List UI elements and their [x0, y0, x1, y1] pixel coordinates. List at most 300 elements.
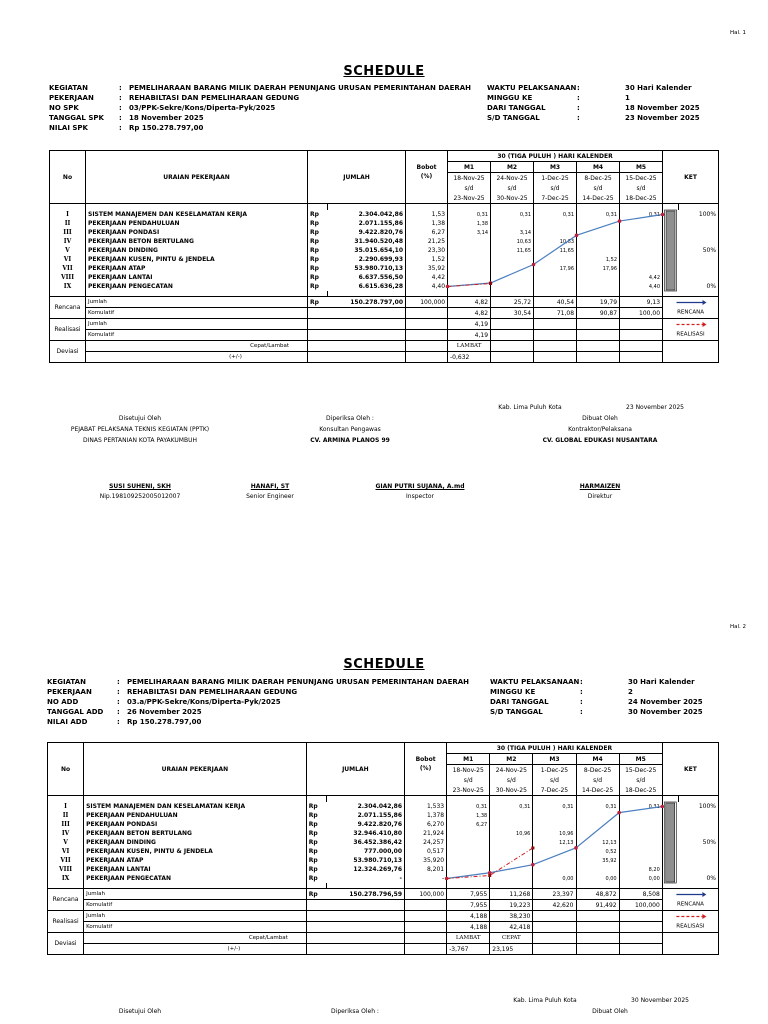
row-no: VI — [50, 255, 86, 264]
page-2 — [0, 512, 768, 1024]
realisasi-legend-label: REALISASI — [676, 331, 705, 338]
row-rp: Rp — [308, 237, 328, 246]
header-value: 1 — [625, 94, 630, 102]
ket-percent: 100% — [679, 210, 719, 219]
header-value: PEMELIHARAAN BARANG MILIK DAERAH PENUNJANG URUSAN PEMERINTAHAN DAERAH — [129, 84, 472, 92]
deviasi-status: LAMBAT — [448, 341, 491, 352]
row-name: PEKERJAAN DINDING — [86, 246, 308, 255]
period-title: 30 (TIGA PULUH ) HARI KALENDER — [448, 151, 663, 162]
header-value: 2 — [628, 688, 633, 696]
colon: : — [119, 84, 122, 92]
row-rp: Rp — [306, 811, 326, 820]
signature-text: HARMAIZEN — [579, 483, 621, 490]
week-from: 15-Dec-25 — [620, 173, 663, 184]
row-no: V — [48, 838, 84, 847]
ket-percent: 0% — [679, 282, 719, 291]
row-week-value: 11,65 — [534, 246, 577, 255]
colon: : — [580, 698, 583, 706]
row-week-value: 11,65 — [491, 246, 534, 255]
week-from: 18-Nov-25 — [448, 173, 491, 184]
row-week-value: 0,31 — [533, 802, 576, 811]
week-to: 30-Nov-25 — [490, 785, 533, 796]
page-number: Hal. 2 — [729, 624, 746, 630]
row-rp: Rp — [308, 210, 328, 219]
rencana-jumlah-value: 8,508 — [619, 889, 662, 900]
header-value: 03/PPK-Sekre/Kons/Diperta-Pyk/2025 — [129, 104, 276, 112]
realisasi-legend-arrow — [702, 914, 706, 919]
week-label: M5 — [619, 754, 662, 765]
realisasi-label: Realisasi — [50, 319, 86, 341]
rencana-jumlah-value: 19,79 — [577, 297, 620, 308]
week-sd: s/d — [534, 183, 577, 193]
page-title: SCHEDULE — [343, 64, 425, 79]
week-to: 14-Dec-25 — [577, 193, 620, 204]
row-bobot: 4,40 — [406, 282, 448, 291]
row-week-value: 0,31 — [447, 802, 490, 811]
realisasi-komulatif-value: 4,188 — [447, 922, 490, 933]
signature-text: 30 November 2025 — [631, 997, 689, 1004]
row-no: V — [50, 246, 86, 255]
row-name: PEKERJAAN BETON BERTULANG — [84, 829, 307, 838]
row-no: VIII — [50, 273, 86, 282]
row-name: PEKERJAAN PONDASI — [86, 228, 308, 237]
header-label: MINGGU KE — [490, 688, 536, 696]
week-sd: s/d — [576, 775, 619, 785]
header-value: Rp 150.278.797,00 — [129, 124, 204, 132]
rencana-legend-label: RENCANA — [676, 901, 704, 908]
signature-text: Inspector — [406, 493, 434, 500]
signature-text: Disetujui Oleh — [118, 415, 162, 422]
col-jumlah-header: JUMLAH — [306, 743, 404, 796]
week-from: 8-Dec-25 — [576, 765, 619, 776]
signature-text: Konsultan Pengawas — [319, 426, 381, 433]
rencana-point — [617, 811, 621, 815]
row-week-value: 0,00 — [619, 874, 662, 883]
row-bobot: 6,27 — [406, 228, 448, 237]
colon: : — [117, 688, 120, 696]
row-week-value: 1,38 — [447, 811, 490, 820]
row-bobot: 21,25 — [406, 237, 448, 246]
row-amount: 2.304.042,86 — [326, 802, 404, 811]
row-bobot: 21,924 — [405, 829, 447, 838]
row-rp: Rp — [308, 219, 328, 228]
week-to: 23-Nov-25 — [447, 785, 490, 796]
colon: : — [119, 124, 122, 132]
row-name: PEKERJAAN ATAP — [86, 264, 308, 273]
row-week-value: 10,96 — [490, 829, 533, 838]
deviasi-status: LAMBAT — [447, 933, 490, 944]
realisasi-legend-label: REALISASI — [676, 923, 705, 930]
colon: : — [117, 698, 120, 706]
row-name: PEKERJAAN ATAP — [84, 856, 307, 865]
row-week-value: 6,27 — [447, 820, 490, 829]
realisasi-komulatif-value: 42,418 — [490, 922, 533, 933]
total-rp: Rp — [306, 889, 326, 900]
realisasi-point — [531, 846, 534, 849]
rencana-legend-label: RENCANA — [677, 309, 704, 316]
sub-komulatif: Komulatif — [86, 308, 308, 319]
row-rp: Rp — [306, 874, 326, 883]
rencana-label: Rencana — [50, 297, 86, 319]
plus-minus-label: (+/-) — [84, 944, 307, 955]
row-week-value: 12,13 — [533, 838, 576, 847]
row-rp: Rp — [306, 820, 326, 829]
rencana-point — [618, 219, 622, 223]
deviasi-status: CEPAT — [490, 933, 533, 944]
header-label: S/D TANGGAL — [487, 114, 540, 122]
row-rp: Rp — [306, 856, 326, 865]
rencana-jumlah-value: 40,54 — [534, 297, 577, 308]
header-value: 24 November 2025 — [628, 698, 703, 706]
signature-text: 23 November 2025 — [626, 404, 684, 411]
week-label: M3 — [533, 754, 576, 765]
week-sd: s/d — [619, 775, 662, 785]
row-week-value: 10,63 — [491, 237, 534, 246]
row-bobot: 8,201 — [405, 865, 447, 874]
row-amount: 36.452.386,42 — [326, 838, 404, 847]
rencana-komulatif-value: 71,08 — [534, 308, 577, 319]
realisasi-jumlah-value: 4,19 — [448, 319, 491, 330]
row-rp: Rp — [306, 865, 326, 874]
row-week-value: 0,31 — [577, 210, 620, 219]
realisasi-jumlah-value: 4,188 — [447, 911, 490, 922]
colon: : — [119, 114, 122, 122]
sub-komulatif: Komulatif — [86, 330, 308, 341]
week-label: M4 — [577, 162, 620, 173]
row-bobot: 4,42 — [406, 273, 448, 282]
row-amount: 6.615.636,28 — [328, 282, 406, 291]
row-name: PEKERJAAN LANTAI — [86, 273, 308, 282]
signature-text: Kontraktor/Pelaksana — [568, 426, 632, 433]
signature-text: Nip.198109252005012007 — [99, 493, 181, 500]
deviasi-label: Deviasi — [48, 933, 84, 955]
rencana-komulatif-value: 30,54 — [491, 308, 534, 319]
rencana-jumlah-value: 7,955 — [447, 889, 490, 900]
signature-text: PEJABAT PELAKSANA TEKNIS KEGIATAN (PPTK) — [70, 426, 210, 433]
signature-text: Senior Engineer — [246, 493, 294, 500]
header-label: PEKERJAAN — [47, 688, 92, 696]
plus-minus-label: (+/-) — [86, 352, 308, 363]
header-label: KEGIATAN — [49, 84, 88, 92]
colon: : — [119, 94, 122, 102]
col-uraian-header: URAIAN PEKERJAAN — [86, 151, 308, 204]
signature-text: Direktur — [587, 493, 613, 500]
row-rp: Rp — [306, 802, 326, 811]
week-to: 7-Dec-25 — [533, 785, 576, 796]
week-sd: s/d — [620, 183, 663, 193]
deviasi-value: -0,632 — [448, 352, 491, 363]
rencana-jumlah-value: 25,72 — [491, 297, 534, 308]
signature-text: CV. ARMINA PLANOS 99 — [310, 437, 390, 444]
cepat-lambat-label: Cepat/Lambat — [86, 341, 308, 352]
week-from: 1-Dec-25 — [534, 173, 577, 184]
row-no: IV — [48, 829, 84, 838]
rencana-point — [660, 805, 664, 809]
row-no: II — [48, 811, 84, 820]
row-bobot: 6,270 — [405, 820, 447, 829]
week-label: M1 — [447, 754, 490, 765]
row-week-value: 0,31 — [448, 210, 491, 219]
row-amount: 32.946.410,80 — [326, 829, 404, 838]
total-rp: Rp — [308, 297, 328, 308]
header-value: 18 November 2025 — [625, 104, 700, 112]
row-amount: - — [326, 874, 404, 883]
ket-percent: 50% — [678, 838, 718, 847]
deviasi-value: 23,195 — [490, 944, 533, 955]
row-amount: 2.304.042,86 — [328, 210, 406, 219]
sub-komulatif: Komulatif — [84, 922, 307, 933]
col-bobot-header: Bobot (%) — [406, 151, 448, 204]
row-no: I — [50, 210, 86, 219]
colon: : — [577, 84, 580, 92]
header-value: REHABILTASI DAN PEMELIHARAAN GEDUNG — [129, 94, 300, 102]
colon: : — [577, 114, 580, 122]
rencana-jumlah-value: 9,13 — [620, 297, 663, 308]
header-label: TANGGAL SPK — [49, 114, 104, 122]
signature-text: CV. GLOBAL EDUKASI NUSANTARA — [542, 437, 658, 444]
ket-bar-fill — [666, 211, 675, 290]
col-ket-header: KET — [663, 151, 719, 204]
header-value: Rp 150.278.797,00 — [127, 718, 202, 726]
rencana-point — [575, 234, 579, 238]
colon: : — [119, 104, 122, 112]
row-rp: Rp — [308, 273, 328, 282]
rencana-legend-arrow — [702, 892, 706, 897]
row-bobot: 35,92 — [406, 264, 448, 273]
header-label: NO SPK — [49, 104, 79, 112]
realisasi-point — [488, 874, 491, 877]
signature-text: Kab. Lima Puluh Kota — [513, 997, 577, 1004]
row-bobot: 1,53 — [406, 210, 448, 219]
row-no: VIII — [48, 865, 84, 874]
signature-text: GIAN PUTRI SUJANA, A.md — [375, 483, 465, 490]
row-name: PEKERJAAN BETON BERTULANG — [86, 237, 308, 246]
deviasi-label: Deviasi — [50, 341, 86, 363]
realisasi-point — [489, 282, 492, 285]
rencana-komulatif-value: 100,00 — [620, 308, 663, 319]
row-amount: 53.980.710,13 — [326, 856, 404, 865]
period-title: 30 (TIGA PULUH ) HARI KALENDER — [447, 743, 663, 754]
row-rp: Rp — [306, 838, 326, 847]
week-to: 30-Nov-25 — [491, 193, 534, 204]
row-name: PEKERJAAN PENGECATAN — [86, 282, 308, 291]
row-name: PEKERJAAN PENDAHULUAN — [86, 219, 308, 228]
rencana-point — [532, 263, 536, 267]
week-to: 18-Dec-25 — [619, 785, 662, 796]
week-from: 24-Nov-25 — [491, 173, 534, 184]
row-amount: 2.290.699,93 — [328, 255, 406, 264]
col-jumlah-header: JUMLAH — [308, 151, 406, 204]
row-bobot: 1,378 — [405, 811, 447, 820]
header-label: TANGGAL ADD — [47, 708, 104, 716]
row-no: IX — [48, 874, 84, 883]
week-label: M3 — [534, 162, 577, 173]
week-sd: s/d — [491, 183, 534, 193]
header-label: S/D TANGGAL — [490, 708, 543, 716]
row-week-value: 0,00 — [533, 874, 576, 883]
week-label: M2 — [490, 754, 533, 765]
row-week-value: 0,31 — [491, 210, 534, 219]
week-label: M1 — [448, 162, 491, 173]
row-amount: 53.980.710,13 — [328, 264, 406, 273]
row-week-value: 17,96 — [534, 264, 577, 273]
colon: : — [580, 688, 583, 696]
rencana-point — [531, 863, 535, 867]
row-bobot: - — [405, 874, 447, 883]
signature-text: Diperiksa Oleh : — [326, 415, 374, 422]
row-amount: 2.071.155,86 — [326, 811, 404, 820]
row-name: PEKERJAAN PONDASI — [84, 820, 307, 829]
week-to: 7-Dec-25 — [534, 193, 577, 204]
row-no: VII — [50, 264, 86, 273]
row-bobot: 0,517 — [405, 847, 447, 856]
sub-komulatif: Komulatif — [84, 900, 307, 911]
row-amount: 9.422.820,76 — [328, 228, 406, 237]
signature-text: DINAS PERTANIAN KOTA PAYAKUMBUH — [83, 437, 197, 444]
row-no: III — [48, 820, 84, 829]
row-amount: 31.940.520,48 — [328, 237, 406, 246]
rencana-jumlah-value: 48,872 — [576, 889, 619, 900]
header-label: NILAI SPK — [49, 124, 88, 132]
sub-jumlah: Jumlah — [86, 319, 308, 330]
header-label: PEKERJAAN — [49, 94, 94, 102]
col-no-header: No — [48, 743, 84, 796]
colon: : — [117, 678, 120, 686]
week-from: 18-Nov-25 — [447, 765, 490, 776]
row-week-value: 10,63 — [534, 237, 577, 246]
realisasi-jumlah-value: 38,230 — [490, 911, 533, 922]
realisasi-legend-arrow — [703, 322, 707, 327]
header-label: NILAI ADD — [47, 718, 88, 726]
row-week-value: 3,14 — [491, 228, 534, 237]
colon: : — [580, 678, 583, 686]
row-rp: Rp — [308, 264, 328, 273]
row-bobot: 1,52 — [406, 255, 448, 264]
realisasi-label: Realisasi — [48, 911, 84, 933]
header-label: DARI TANGGAL — [490, 698, 549, 706]
rencana-point — [574, 846, 578, 850]
row-name: SISTEM MANAJEMEN DAN KESELAMATAN KERJA — [86, 210, 308, 219]
week-to: 18-Dec-25 — [620, 193, 663, 204]
header-value: REHABILTASI DAN PEMELIHARAAN GEDUNG — [127, 688, 298, 696]
row-week-value: 0,31 — [620, 210, 663, 219]
row-no: III — [50, 228, 86, 237]
week-sd: s/d — [448, 183, 491, 193]
week-to: 23-Nov-25 — [448, 193, 491, 204]
row-week-value: 0,31 — [619, 802, 662, 811]
row-week-value: 0,52 — [576, 847, 619, 856]
rencana-jumlah-value: 4,82 — [448, 297, 491, 308]
colon: : — [577, 94, 580, 102]
signature-text: Disetujui Oleh — [118, 1008, 162, 1015]
sub-jumlah: Jumlah — [86, 297, 308, 308]
rencana-komulatif-value: 7,955 — [447, 900, 490, 911]
header-value: 30 Hari Kalender — [628, 678, 695, 686]
row-rp: Rp — [308, 246, 328, 255]
header-label: MINGGU KE — [487, 94, 533, 102]
week-label: M4 — [576, 754, 619, 765]
rencana-komulatif-value: 42,620 — [533, 900, 576, 911]
ket-percent: 50% — [679, 246, 719, 255]
row-name: PEKERJAAN PENDAHULUAN — [84, 811, 307, 820]
row-amount: 777.000,00 — [326, 847, 404, 856]
ket-percent: 100% — [678, 802, 718, 811]
total-amount: 150.278.796,59 — [326, 889, 404, 900]
colon: : — [577, 104, 580, 112]
rencana-curve — [447, 807, 663, 879]
row-no: I — [48, 802, 84, 811]
week-sd: s/d — [490, 775, 533, 785]
total-bobot: 100,000 — [405, 889, 447, 900]
sub-jumlah: Jumlah — [84, 889, 307, 900]
page-title: SCHEDULE — [343, 657, 425, 672]
row-week-value: 0,00 — [576, 874, 619, 883]
week-to: 14-Dec-25 — [576, 785, 619, 796]
rencana-legend-arrow — [703, 300, 707, 305]
row-bobot: 1,533 — [405, 802, 447, 811]
week-from: 8-Dec-25 — [577, 173, 620, 184]
row-week-value: 8,20 — [619, 865, 662, 874]
row-rp: Rp — [308, 255, 328, 264]
row-name: PEKERJAAN KUSEN, PINTU & JENDELA — [86, 255, 308, 264]
rencana-komulatif-value: 90,87 — [577, 308, 620, 319]
signature-text: SUSI SUHENI, SKH — [109, 483, 171, 490]
header-label: DARI TANGGAL — [487, 104, 546, 112]
colon: : — [580, 708, 583, 716]
week-sd: s/d — [533, 775, 576, 785]
row-week-value: 1,52 — [577, 255, 620, 264]
colon: : — [117, 718, 120, 726]
header-label: KEGIATAN — [47, 678, 86, 686]
realisasi-komulatif-value: 4,19 — [448, 330, 491, 341]
header-value: 18 November 2025 — [129, 114, 204, 122]
header-value: 26 November 2025 — [127, 708, 202, 716]
row-week-value: 12,13 — [576, 838, 619, 847]
rencana-komulatif-value: 4,82 — [448, 308, 491, 319]
row-name: PEKERJAAN PENGECATAN — [84, 874, 307, 883]
header-value: PEMELIHARAAN BARANG MILIK DAERAH PENUNJANG URUSAN PEMERINTAHAN DAERAH — [127, 678, 470, 686]
signature-text: Dibuat Oleh — [592, 1008, 628, 1015]
row-week-value: 35,92 — [576, 856, 619, 865]
header-value: 30 November 2025 — [628, 708, 703, 716]
row-bobot: 24,257 — [405, 838, 447, 847]
signature-text: Kab. Lima Puluh Kota — [498, 404, 562, 411]
row-week-value: 0,31 — [576, 802, 619, 811]
row-no: VI — [48, 847, 84, 856]
row-name: PEKERJAAN LANTAI — [84, 865, 307, 874]
row-no: VII — [48, 856, 84, 865]
row-name: PEKERJAAN DINDING — [84, 838, 307, 847]
header-value: 23 November 2025 — [625, 114, 700, 122]
row-week-value: 4,40 — [620, 282, 663, 291]
col-no-header: No — [50, 151, 86, 204]
row-week-value: 0,31 — [490, 802, 533, 811]
col-uraian-header: URAIAN PEKERJAAN — [84, 743, 307, 796]
s-curve-chart — [0, 512, 768, 1024]
row-amount: 6.637.556,50 — [328, 273, 406, 282]
colon: : — [117, 708, 120, 716]
row-no: IV — [50, 237, 86, 246]
row-amount: 12.324.269,76 — [326, 865, 404, 874]
week-label: M5 — [620, 162, 663, 173]
page-number: Hal. 1 — [729, 30, 746, 36]
row-rp: Rp — [308, 282, 328, 291]
col-bobot-header: Bobot (%) — [405, 743, 447, 796]
row-week-value: 17,96 — [577, 264, 620, 273]
row-week-value: 10,96 — [533, 829, 576, 838]
week-from: 24-Nov-25 — [490, 765, 533, 776]
rencana-point — [661, 213, 665, 217]
